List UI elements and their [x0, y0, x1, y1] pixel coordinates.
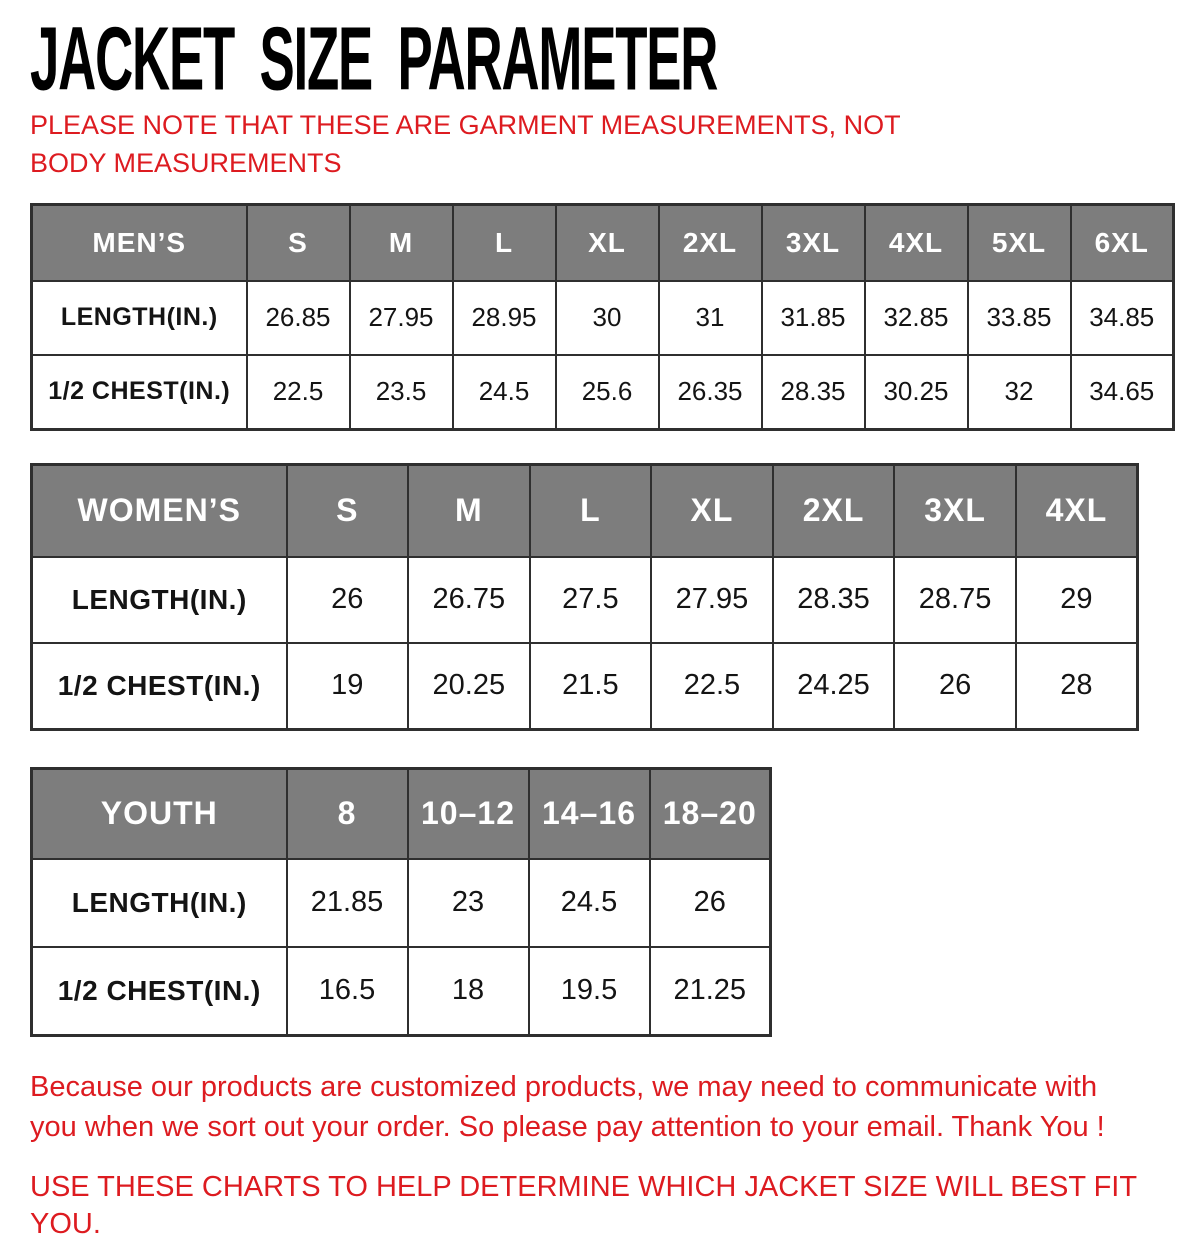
measurement-value-cell: 24.5: [453, 355, 556, 430]
size-header-cell: 4XL: [865, 204, 968, 281]
size-header-cell: 14–16: [529, 768, 650, 859]
measurement-value-cell: 28.35: [762, 355, 865, 430]
size-header-cell: M: [408, 464, 530, 557]
measurement-value-cell: 28: [1016, 643, 1138, 730]
size-header-cell: M: [350, 204, 453, 281]
measurement-label-cell: LENGTH(IN.): [32, 859, 287, 947]
size-header-cell: XL: [556, 204, 659, 281]
measurement-value-cell: 32: [968, 355, 1071, 430]
size-header-cell: 18–20: [650, 768, 771, 859]
measurement-value-cell: 26: [287, 557, 409, 643]
measurement-value-cell: 28.95: [453, 281, 556, 355]
page-title: [30, 8, 1200, 109]
size-header-cell: 8: [287, 768, 408, 859]
measurement-value-cell: 26.35: [659, 355, 762, 430]
size-header-cell: S: [287, 464, 409, 557]
size-header-cell: 3XL: [894, 464, 1016, 557]
measurement-label-cell: LENGTH(IN.): [32, 557, 287, 643]
measurement-value-cell: 34.85: [1071, 281, 1174, 355]
measurement-value-cell: 27.5: [530, 557, 652, 643]
measurement-value-cell: 18: [408, 947, 529, 1036]
measurement-value-cell: 33.85: [968, 281, 1071, 355]
measurement-value-cell: 25.6: [556, 355, 659, 430]
measurement-value-cell: 24.5: [529, 859, 650, 947]
measurement-label-cell: 1/2 CHEST(IN.): [32, 947, 287, 1036]
size-header-cell: L: [453, 204, 556, 281]
measurement-value-cell: 27.95: [350, 281, 453, 355]
measurement-value-cell: 24.25: [773, 643, 895, 730]
size-header-cell: 2XL: [659, 204, 762, 281]
header-row: [32, 204, 1174, 281]
size-header-cell: XL: [651, 464, 773, 557]
size-header-cell: S: [247, 204, 350, 281]
measurement-value-cell: 21.25: [650, 947, 771, 1036]
measurement-value-cell: 28.35: [773, 557, 895, 643]
measurement-label-cell: 1/2 CHEST(IN.): [32, 355, 247, 430]
measurement-row: [32, 947, 771, 1036]
size-header-cell: 5XL: [968, 204, 1071, 281]
garment-measurement-note: PLEASE NOTE THAT THESE ARE GARMENT MEASUREMENTS, NOT BODY MEASUREMENTS: [30, 110, 901, 179]
size-header-cell: 3XL: [762, 204, 865, 281]
measurement-value-cell: 22.5: [247, 355, 350, 430]
measurement-value-cell: 20.25: [408, 643, 530, 730]
size-fit-advice: USE THESE CHARTS TO HELP DETERMINE WHICH JACKET SIZE WILL BEST FIT YOU.: [30, 1170, 1137, 1241]
measurement-row: [32, 643, 1138, 730]
measurement-value-cell: 23: [408, 859, 529, 947]
youth-size-table: [30, 767, 772, 1037]
table-title-cell: WOMEN’S: [32, 464, 287, 557]
measurement-value-cell: 29: [1016, 557, 1138, 643]
size-header-cell: 4XL: [1016, 464, 1138, 557]
measurement-label-cell: 1/2 CHEST(IN.): [32, 643, 287, 730]
measurement-value-cell: 28.75: [894, 557, 1016, 643]
measurement-value-cell: 27.95: [651, 557, 773, 643]
size-header-cell: 6XL: [1071, 204, 1174, 281]
size-header-cell: 2XL: [773, 464, 895, 557]
measurement-value-cell: 31.85: [762, 281, 865, 355]
table-title-cell: YOUTH: [32, 768, 287, 859]
table-title-cell: MEN’S: [32, 204, 247, 281]
measurement-value-cell: 19.5: [529, 947, 650, 1036]
measurement-label-cell: LENGTH(IN.): [32, 281, 247, 355]
measurement-value-cell: 34.65: [1071, 355, 1174, 430]
measurement-value-cell: 26: [650, 859, 771, 947]
measurement-value-cell: 30: [556, 281, 659, 355]
measurement-value-cell: 26: [894, 643, 1016, 730]
page-title-text: JACKET SIZE PARAMETER: [30, 8, 718, 109]
header-row: [32, 768, 771, 859]
measurement-value-cell: 21.85: [287, 859, 408, 947]
size-header-cell: L: [530, 464, 652, 557]
size-header-cell: 10–12: [408, 768, 529, 859]
customization-email-notice: Because our products are customized products, we may need to communicate with you when we sort out your order. So please pay attention to your email. Thank You !: [30, 1070, 1105, 1143]
measurement-row: [32, 557, 1138, 643]
measurement-row: [32, 859, 771, 947]
measurement-value-cell: 31: [659, 281, 762, 355]
jacket-size-chart: [0, 8, 1200, 1244]
measurement-value-cell: 32.85: [865, 281, 968, 355]
mens-size-table: [30, 203, 1175, 431]
measurement-value-cell: 23.5: [350, 355, 453, 430]
measurement-value-cell: 26.85: [247, 281, 350, 355]
measurement-value-cell: 30.25: [865, 355, 968, 430]
measurement-value-cell: 16.5: [287, 947, 408, 1036]
measurement-value-cell: 26.75: [408, 557, 530, 643]
measurement-row: [32, 355, 1174, 430]
measurement-value-cell: 21.5: [530, 643, 652, 730]
measurement-row: [32, 281, 1174, 355]
header-row: [32, 464, 1138, 557]
measurement-value-cell: 19: [287, 643, 409, 730]
womens-size-table: [30, 463, 1139, 731]
measurement-value-cell: 22.5: [651, 643, 773, 730]
